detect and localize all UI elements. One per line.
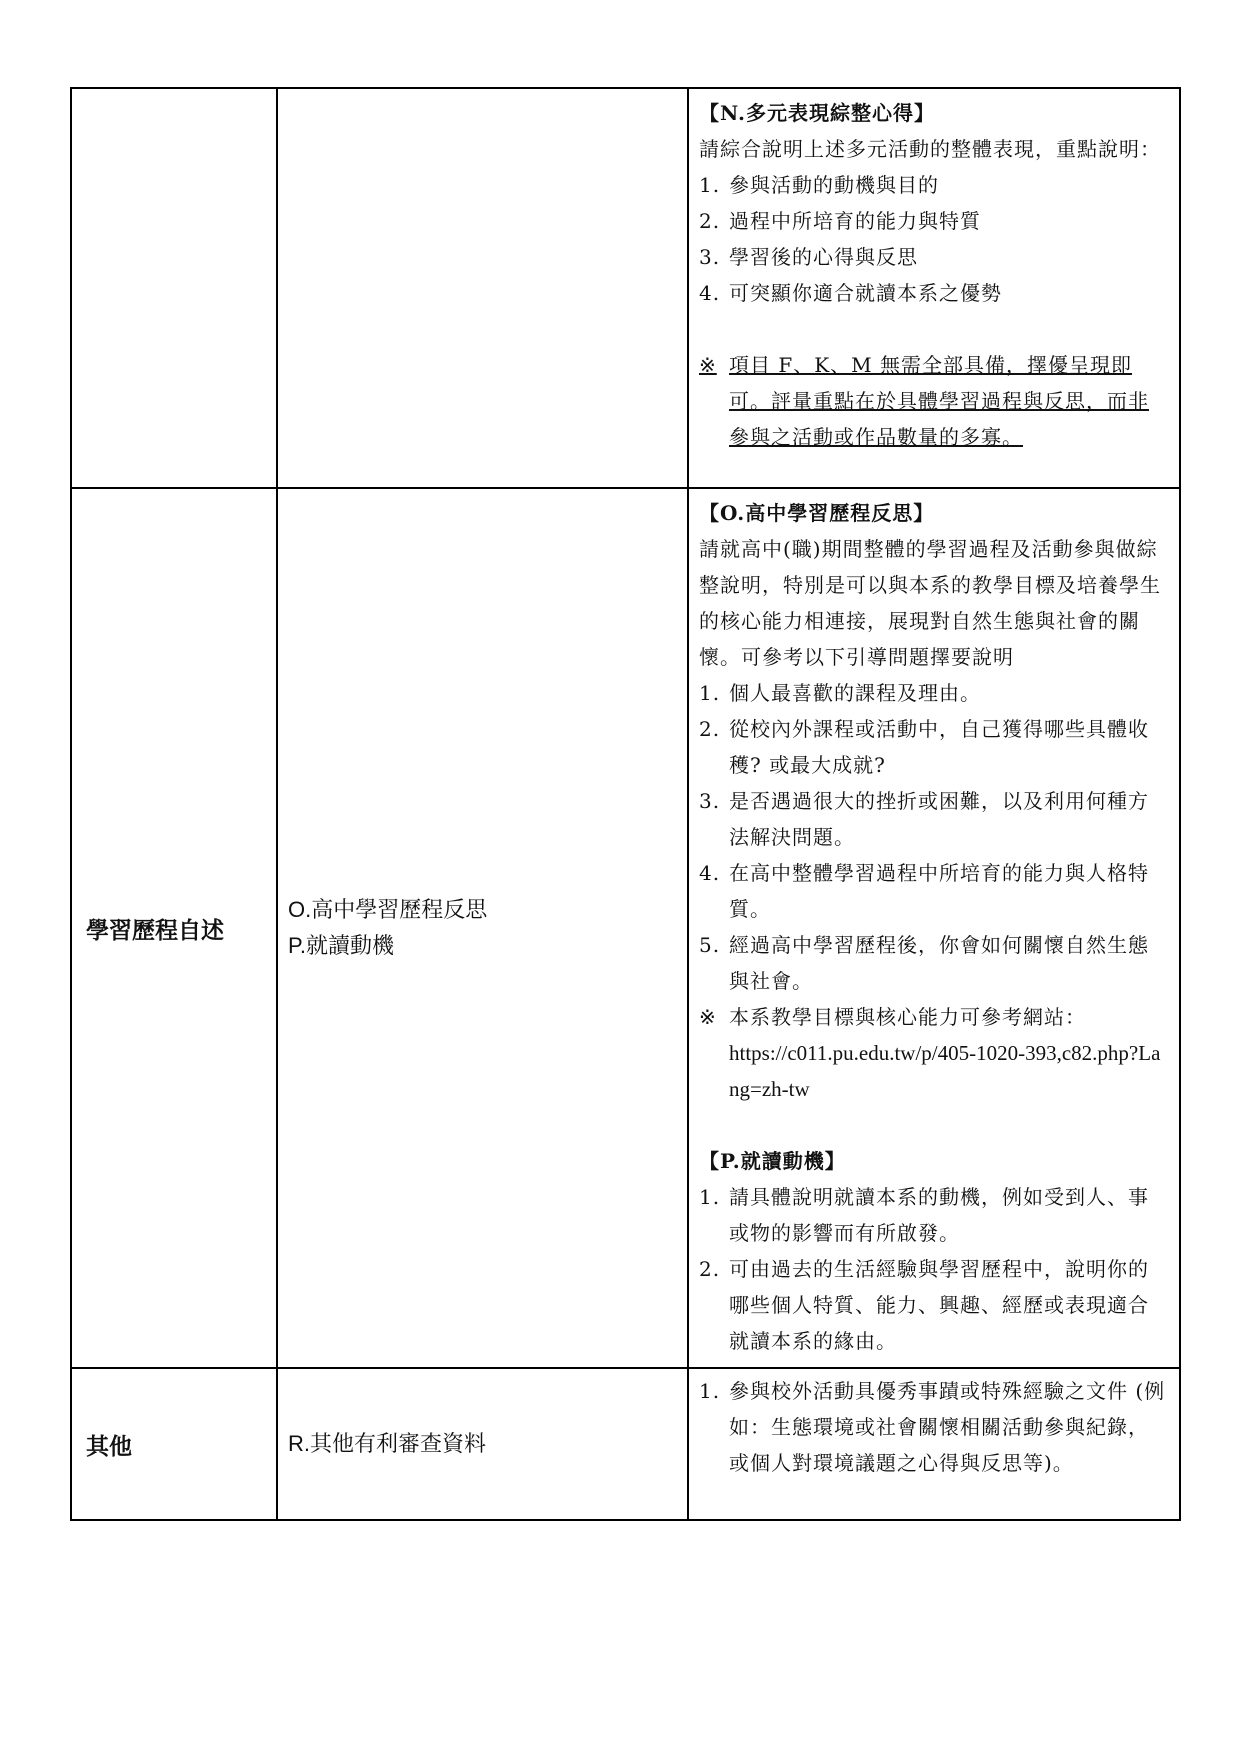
list-number: 3.: [699, 789, 721, 813]
list-item: [699, 275, 1167, 311]
list-number: 4.: [699, 861, 721, 885]
reference-url: https://c011.pu.edu.tw/p/405-1020-393,c82.php?Lang=zh-tw: [729, 1041, 1161, 1101]
list-item: [699, 675, 1167, 711]
note: [699, 347, 1167, 455]
list-number: 2.: [699, 1257, 721, 1281]
section-intro: 請就高中(職)期間整體的學習過程及活動參與做綜整說明，特別是可以與本系的教學目標及培養學生的核心能力相連接，展現對自然生態與社會的關懷。可參考以下引導問題擇要說明: [699, 537, 1161, 669]
section-heading: 【N.多元表現綜整心得】: [699, 101, 935, 125]
list-item: [699, 855, 1167, 927]
list-number: 4.: [699, 281, 721, 305]
list-number: 1.: [699, 1185, 721, 1209]
list-number: 2.: [699, 717, 721, 741]
list-text: 在高中整體學習過程中所培育的能力與人格特質。: [729, 861, 1149, 921]
category-cell: [71, 488, 277, 1368]
list-text: 是否遇過很大的挫折或困難，以及利用何種方法解決問題。: [729, 789, 1149, 849]
note: [699, 999, 1167, 1035]
criteria-table: [70, 87, 1181, 1521]
list-number: 5.: [699, 933, 721, 957]
category-label: 學習歷程自述: [86, 916, 224, 943]
note-text: 項目 F、K、M 無需全部具備，擇優呈現即可。評量重點在於具體學習過程與反思，而非參與之活動或作品數量的多寡。: [729, 353, 1149, 449]
list-text: 可由過去的生活經驗與學習歷程中，說明你的哪些個人特質、能力、興趣、經歷或表現適合就讀本系的緣由。: [729, 1257, 1149, 1353]
list-text: 參與校外活動具優秀事蹟或特殊經驗之文件 (例如：生態環境或社會關懷相關活動參與紀錄，或個人對環境議題之心得與反思等)。: [729, 1379, 1166, 1475]
section-heading: 【O.高中學習歷程反思】: [699, 501, 935, 525]
note-mark: ※: [699, 1005, 717, 1029]
list-text: 請具體說明就讀本系的動機，例如受到人、事或物的影響而有所啟發。: [729, 1185, 1149, 1245]
list-number: 1.: [699, 681, 721, 705]
list-text: 經過高中學習歷程後，你會如何關懷自然生態與社會。: [729, 933, 1149, 993]
table-row: [71, 488, 1180, 1368]
list-text: 個人最喜歡的課程及理由。: [729, 681, 981, 705]
description-cell: [688, 88, 1180, 488]
list-item: [699, 1251, 1167, 1359]
item-label: O.高中學習歷程反思: [288, 897, 488, 922]
list-text: 過程中所培育的能力與特質: [729, 209, 981, 233]
item-label: R.其他有利審查資料: [288, 1431, 487, 1456]
section-intro: 請綜合說明上述多元活動的整體表現，重點說明：: [699, 137, 1161, 161]
list-number: 1.: [699, 173, 721, 197]
list-number: 2.: [699, 209, 721, 233]
category-label: 其他: [86, 1432, 132, 1459]
list-item: [699, 203, 1167, 239]
section-heading: 【P.就讀動機】: [699, 1149, 846, 1173]
items-cell: [277, 88, 688, 488]
list-item: [699, 1373, 1167, 1481]
note-mark: ※: [699, 353, 717, 377]
table-row: [71, 88, 1180, 488]
list-text: 從校內外課程或活動中，自己獲得哪些具體收穫? 或最大成就?: [729, 717, 1149, 777]
list-item: [699, 1179, 1167, 1251]
list-text: 學習後的心得與反思: [729, 245, 918, 269]
list-item: [699, 239, 1167, 275]
list-text: 參與活動的動機與目的: [729, 173, 939, 197]
items-cell: [277, 488, 688, 1368]
table-row: [71, 1368, 1180, 1520]
list-number: 1.: [699, 1379, 721, 1403]
category-cell: [71, 1368, 277, 1520]
list-number: 3.: [699, 245, 721, 269]
list-item: [699, 783, 1167, 855]
list-text: 可突顯你適合就讀本系之優勢: [729, 281, 1002, 305]
description-cell: [688, 488, 1180, 1368]
category-cell: [71, 88, 277, 488]
note-text: 本系教學目標與核心能力可參考網站：: [729, 1005, 1086, 1029]
list-item: [699, 927, 1167, 999]
items-cell: [277, 1368, 688, 1520]
description-cell: [688, 1368, 1180, 1520]
list-item: [699, 711, 1167, 783]
list-item: [699, 167, 1167, 203]
item-label: P.就讀動機: [288, 933, 394, 958]
